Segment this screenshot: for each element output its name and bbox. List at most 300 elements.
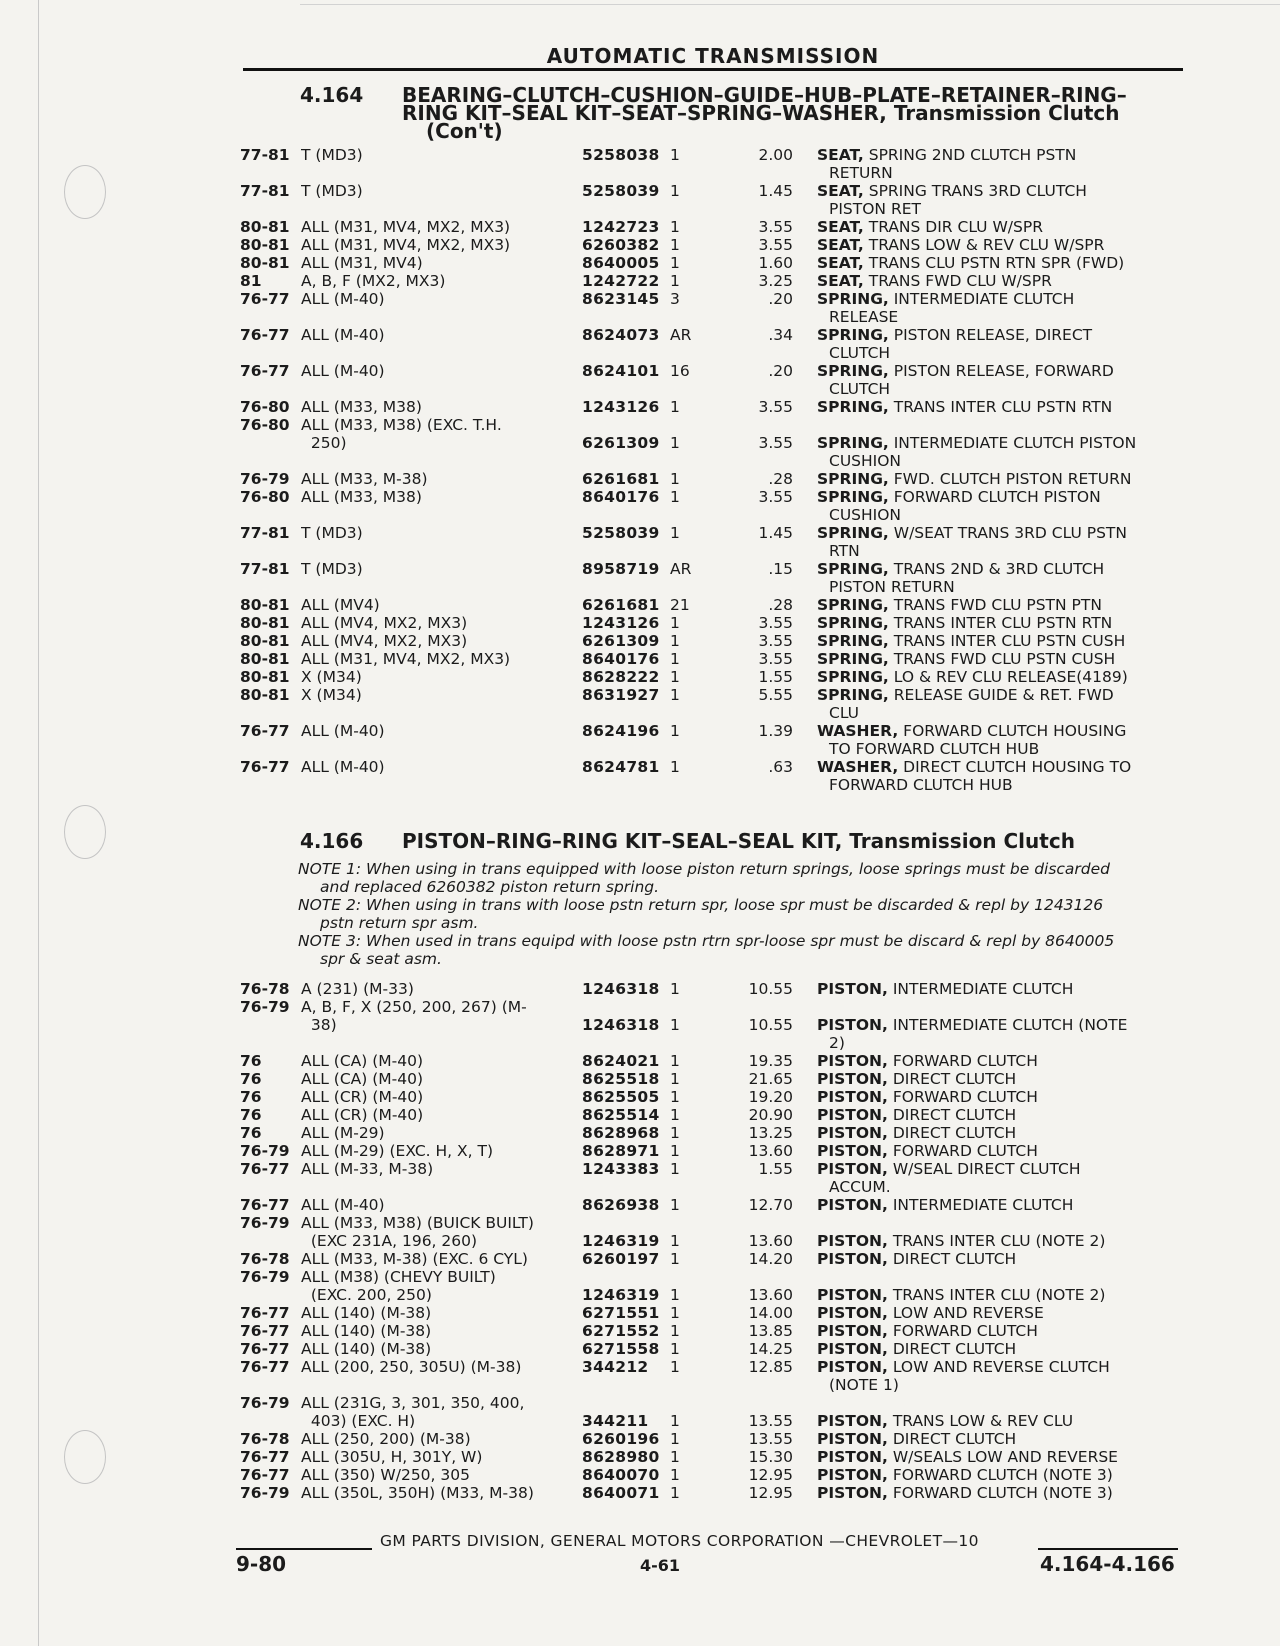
- description-text: TRANS 2ND & 3RD CLUTCH: [888, 560, 1105, 578]
- description: [817, 1430, 1187, 1448]
- description-continued: RELEASE: [829, 308, 899, 326]
- part-number: 8624101: [582, 362, 660, 380]
- part-name: SPRING,: [817, 686, 889, 704]
- part-number: 8628222: [582, 668, 660, 686]
- year-range: 76-80: [240, 488, 290, 506]
- part-number: 1243383: [582, 1160, 660, 1178]
- quantity: 1: [670, 614, 680, 632]
- description-text: TRANS FWD CLU W/SPR: [863, 272, 1052, 290]
- price: 3.55: [758, 398, 793, 416]
- application: T (MD3): [301, 524, 363, 542]
- year-range: 80-81: [240, 632, 290, 650]
- description: [817, 1070, 1187, 1088]
- footer-page-number: 4-61: [640, 1556, 681, 1575]
- application: ALL (M-40): [301, 290, 385, 308]
- description: [817, 1232, 1187, 1250]
- description-continued: TO FORWARD CLUTCH HUB: [829, 740, 1040, 758]
- application: ALL (M-40): [301, 1196, 385, 1214]
- price: 1.55: [758, 668, 793, 686]
- description-text: FORWARD CLUTCH: [887, 1322, 1038, 1340]
- price: 10.55: [748, 980, 793, 998]
- application: ALL (M33, M-38): [301, 470, 428, 488]
- part-number: 1246318: [582, 1016, 660, 1034]
- quantity: 1: [670, 1250, 680, 1268]
- description-text: TRANS CLU PSTN RTN SPR (FWD): [863, 254, 1125, 272]
- description-continued: ACCUM.: [829, 1178, 891, 1196]
- description-text: INTERMEDIATE CLUTCH: [887, 980, 1074, 998]
- application: ALL (M33, M38): [301, 398, 422, 416]
- description-text: DIRECT CLUTCH: [887, 1430, 1017, 1448]
- price: 14.25: [748, 1340, 793, 1358]
- part-number: 6261309: [582, 632, 660, 650]
- price: 1.55: [758, 1160, 793, 1178]
- price: 1.45: [758, 524, 793, 542]
- quantity: 1: [670, 1430, 680, 1448]
- application: X (M34): [301, 686, 362, 704]
- application: ALL (CA) (M-40): [301, 1070, 424, 1088]
- price: 1.60: [758, 254, 793, 272]
- description: [817, 1142, 1187, 1160]
- year-range: 76: [240, 1052, 262, 1070]
- part-number: 6261309: [582, 434, 660, 452]
- year-range: 76-79: [240, 1214, 290, 1232]
- part-name: PISTON,: [817, 1304, 888, 1322]
- price: .20: [768, 290, 793, 308]
- description-text: TRANS INTER CLU PSTN CUSH: [888, 632, 1126, 650]
- part-number: 8623145: [582, 290, 660, 308]
- quantity: 1: [670, 236, 680, 254]
- price: .28: [768, 470, 793, 488]
- price: 3.55: [758, 236, 793, 254]
- application: ALL (350) W/250, 305: [301, 1466, 470, 1484]
- description: [817, 1286, 1187, 1304]
- year-range: 76-77: [240, 1466, 290, 1484]
- application: X (M34): [301, 668, 362, 686]
- part-number: 344212: [582, 1358, 649, 1376]
- quantity: 1: [670, 1286, 680, 1304]
- part-name: SEAT,: [817, 218, 864, 236]
- application: ALL (M-29): [301, 1124, 385, 1142]
- description-text: INTERMEDIATE CLUTCH: [888, 290, 1075, 308]
- year-range: 76-79: [240, 1268, 290, 1286]
- description-text: PISTON RELEASE, DIRECT: [888, 326, 1093, 344]
- year-range: 76: [240, 1106, 262, 1124]
- description-text: TRANS FWD CLU PSTN PTN: [888, 596, 1102, 614]
- description: [817, 1484, 1187, 1502]
- running-head: AUTOMATIC TRANSMISSION: [546, 44, 880, 68]
- quantity: 1: [670, 668, 680, 686]
- year-range: 77-81: [240, 524, 290, 542]
- quantity: 1: [670, 488, 680, 506]
- price: 3.25: [758, 272, 793, 290]
- quantity: 1: [670, 1142, 680, 1160]
- description-continued: RETURN: [829, 164, 893, 182]
- part-name: PISTON,: [817, 1466, 888, 1484]
- part-name: SPRING,: [817, 290, 889, 308]
- part-name: SEAT,: [817, 146, 864, 164]
- description-text: TRANS INTER CLU PSTN RTN: [888, 398, 1113, 416]
- year-range: 80-81: [240, 668, 290, 686]
- part-number: 8628971: [582, 1142, 660, 1160]
- quantity: 1: [670, 254, 680, 272]
- description-text: SPRING 2ND CLUTCH PSTN: [863, 146, 1077, 164]
- description-text: FORWARD CLUTCH (NOTE 3): [887, 1466, 1113, 1484]
- part-number: 8640071: [582, 1484, 660, 1502]
- part-number: 8640070: [582, 1466, 660, 1484]
- application: ALL (MV4, MX2, MX3): [301, 614, 468, 632]
- price: .34: [768, 326, 793, 344]
- year-range: 76-78: [240, 980, 290, 998]
- price: 13.60: [748, 1286, 793, 1304]
- part-name: PISTON,: [817, 1088, 888, 1106]
- note-line: NOTE 1: When using in trans equipped with loose piston return springs, loose springs must be discarded: [298, 860, 1111, 878]
- year-range: 76-77: [240, 290, 290, 308]
- description-text: SPRING TRANS 3RD CLUTCH: [863, 182, 1087, 200]
- description-continued: CLUTCH: [829, 380, 891, 398]
- description: [817, 1466, 1187, 1484]
- quantity: 1: [670, 1088, 680, 1106]
- price: 21.65: [748, 1070, 793, 1088]
- description-text: W/SEALS LOW AND REVERSE: [887, 1448, 1118, 1466]
- description: [817, 1322, 1187, 1340]
- part-number: 6271552: [582, 1322, 660, 1340]
- quantity: 1: [670, 1412, 680, 1430]
- description-text: FORWARD CLUTCH: [887, 1142, 1038, 1160]
- application: ALL (140) (M-38): [301, 1304, 432, 1322]
- description: [817, 1448, 1187, 1466]
- part-name: PISTON,: [817, 1286, 888, 1304]
- description-text: FORWARD CLUTCH PISTON: [888, 488, 1101, 506]
- description-continued: PISTON RETURN: [829, 578, 955, 596]
- price: 14.00: [748, 1304, 793, 1322]
- part-number: 8625505: [582, 1088, 660, 1106]
- year-range: 77-81: [240, 560, 290, 578]
- part-number: 5258039: [582, 182, 660, 200]
- part-name: PISTON,: [817, 1322, 888, 1340]
- description-text: LO & REV CLU RELEASE(4189): [888, 668, 1128, 686]
- description-text: FORWARD CLUTCH (NOTE 3): [887, 1484, 1113, 1502]
- part-name: SEAT,: [817, 254, 864, 272]
- application: ALL (M33, M38) (EXC. T.H.: [301, 416, 502, 434]
- description: [817, 1052, 1187, 1070]
- section-title-line: PISTON–RING–RING KIT–SEAL–SEAL KIT, Transmission Clutch: [402, 829, 1075, 853]
- application: ALL (M33, M38): [301, 488, 422, 506]
- description-text: LOW AND REVERSE CLUTCH: [887, 1358, 1110, 1376]
- application: ALL (M31, MV4, MX2, MX3): [301, 650, 511, 668]
- part-name: SPRING,: [817, 596, 889, 614]
- part-name: PISTON,: [817, 1052, 888, 1070]
- year-range: 76-79: [240, 470, 290, 488]
- application: ALL (M33, M-38) (EXC. 6 CYL): [301, 1250, 528, 1268]
- application: A (231) (M-33): [301, 980, 414, 998]
- year-range: 76-79: [240, 1484, 290, 1502]
- part-number: 8640176: [582, 650, 660, 668]
- price: 14.20: [748, 1250, 793, 1268]
- description-text: TRANS FWD CLU PSTN CUSH: [888, 650, 1116, 668]
- quantity: 1: [670, 1124, 680, 1142]
- description: [817, 1088, 1187, 1106]
- year-range: 80-81: [240, 650, 290, 668]
- application: ALL (M31, MV4, MX2, MX3): [301, 218, 511, 236]
- part-name: SPRING,: [817, 488, 889, 506]
- application: ALL (M-40): [301, 326, 385, 344]
- quantity: 1: [670, 1196, 680, 1214]
- part-name: SPRING,: [817, 632, 889, 650]
- part-number: 8625518: [582, 1070, 660, 1088]
- description-text: TRANS INTER CLU (NOTE 2): [887, 1286, 1106, 1304]
- part-name: PISTON,: [817, 1412, 888, 1430]
- quantity: 1: [670, 686, 680, 704]
- quantity: 1: [670, 1358, 680, 1376]
- price: .28: [768, 596, 793, 614]
- part-name: PISTON,: [817, 1070, 888, 1088]
- footer-rule: [236, 1548, 372, 1550]
- price: 3.55: [758, 650, 793, 668]
- description: [817, 1340, 1187, 1358]
- section-title-line: BEARING–CLUTCH–CUSHION–GUIDE–HUB–PLATE–RETAINER–RING–: [402, 83, 1127, 107]
- price: 13.55: [748, 1430, 793, 1448]
- part-name: SPRING,: [817, 560, 889, 578]
- price: 12.95: [748, 1466, 793, 1484]
- application: ALL (140) (M-38): [301, 1322, 432, 1340]
- description-text: DIRECT CLUTCH: [887, 1070, 1017, 1088]
- description-continued: PISTON RET: [829, 200, 921, 218]
- description-text: FORWARD CLUTCH: [887, 1052, 1038, 1070]
- description-text: DIRECT CLUTCH: [887, 1340, 1017, 1358]
- application: ALL (MV4, MX2, MX3): [301, 632, 468, 650]
- year-range: 76-77: [240, 1304, 290, 1322]
- part-name: PISTON,: [817, 1358, 888, 1376]
- part-number: 8625514: [582, 1106, 660, 1124]
- year-range: 76-78: [240, 1430, 290, 1448]
- quantity: 1: [670, 1466, 680, 1484]
- price: .15: [768, 560, 793, 578]
- part-number: 8626938: [582, 1196, 660, 1214]
- part-number: 8624021: [582, 1052, 660, 1070]
- quantity: 1: [670, 470, 680, 488]
- footer-rule: [1038, 1548, 1178, 1550]
- application: 250): [301, 434, 347, 452]
- footer-date: 9-80: [236, 1552, 287, 1576]
- year-range: 76-77: [240, 1340, 290, 1358]
- part-number: 5258039: [582, 524, 660, 542]
- quantity: 1: [670, 1232, 680, 1250]
- description-text: W/SEAL DIRECT CLUTCH: [887, 1160, 1081, 1178]
- description-text: DIRECT CLUTCH: [887, 1106, 1017, 1124]
- part-name: WASHER,: [817, 758, 899, 776]
- price: 3.55: [758, 488, 793, 506]
- year-range: 76-77: [240, 722, 290, 740]
- application: ALL (CR) (M-40): [301, 1106, 424, 1124]
- price: 19.20: [748, 1088, 793, 1106]
- description: [817, 1160, 1187, 1196]
- year-range: 76: [240, 1088, 262, 1106]
- price: 12.85: [748, 1358, 793, 1376]
- price: 5.55: [758, 686, 793, 704]
- quantity: AR: [670, 326, 692, 344]
- part-name: SEAT,: [817, 236, 864, 254]
- section-number: 4.166: [300, 829, 364, 853]
- quantity: 1: [670, 632, 680, 650]
- year-range: 77-81: [240, 182, 290, 200]
- note-line: pstn return spr asm.: [320, 914, 479, 932]
- application: ALL (M-40): [301, 758, 385, 776]
- part-number: 8958719: [582, 560, 660, 578]
- year-range: 80-81: [240, 596, 290, 614]
- quantity: 1: [670, 980, 680, 998]
- quantity: 1: [670, 434, 680, 452]
- price: 13.55: [748, 1412, 793, 1430]
- description-text: INTERMEDIATE CLUTCH (NOTE: [887, 1016, 1128, 1034]
- quantity: 1: [670, 1160, 680, 1178]
- quantity: 1: [670, 1070, 680, 1088]
- price: 3.55: [758, 614, 793, 632]
- part-number: 1243126: [582, 614, 660, 632]
- price: 3.55: [758, 434, 793, 452]
- part-name: SPRING,: [817, 398, 889, 416]
- quantity: 1: [670, 1322, 680, 1340]
- part-name: SPRING,: [817, 434, 889, 452]
- quantity: 1: [670, 1340, 680, 1358]
- part-name: PISTON,: [817, 1016, 888, 1034]
- quantity: 1: [670, 1448, 680, 1466]
- quantity: 1: [670, 650, 680, 668]
- application: ALL (M-33, M-38): [301, 1160, 434, 1178]
- footer-section-range: 4.164-4.166: [1040, 1552, 1175, 1576]
- year-range: 76: [240, 1124, 262, 1142]
- application: ALL (M33, M38) (BUICK BUILT): [301, 1214, 534, 1232]
- year-range: 80-81: [240, 614, 290, 632]
- description-text: TRANS LOW & REV CLU: [887, 1412, 1074, 1430]
- quantity: 1: [670, 1484, 680, 1502]
- year-range: 80-81: [240, 254, 290, 272]
- description-text: PISTON RELEASE, FORWARD: [888, 362, 1114, 380]
- note-line: spr & seat asm.: [320, 950, 442, 968]
- part-number: 1246318: [582, 980, 660, 998]
- description-continued: FORWARD CLUTCH HUB: [829, 776, 1013, 794]
- price: .20: [768, 362, 793, 380]
- part-number: 6260382: [582, 236, 660, 254]
- description-text: TRANS DIR CLU W/SPR: [863, 218, 1043, 236]
- description-text: DIRECT CLUTCH: [887, 1124, 1017, 1142]
- part-number: 6261681: [582, 470, 660, 488]
- part-number: 1243126: [582, 398, 660, 416]
- application: ALL (200, 250, 305U) (M-38): [301, 1358, 522, 1376]
- application: ALL (M31, MV4): [301, 254, 423, 272]
- year-range: 76-77: [240, 362, 290, 380]
- year-range: 76-77: [240, 326, 290, 344]
- part-name: SPRING,: [817, 614, 889, 632]
- application: ALL (M31, MV4, MX2, MX3): [301, 236, 511, 254]
- year-range: 76-79: [240, 1394, 290, 1412]
- price: 10.55: [748, 1016, 793, 1034]
- part-number: 6261681: [582, 596, 660, 614]
- part-name: SPRING,: [817, 470, 889, 488]
- description-text: LOW AND REVERSE: [887, 1304, 1044, 1322]
- part-name: PISTON,: [817, 1232, 888, 1250]
- description: [817, 1106, 1187, 1124]
- description-continued: (NOTE 1): [829, 1376, 899, 1394]
- section-title-line: RING KIT–SEAL KIT–SEAT–SPRING–WASHER, Transmission Clutch: [402, 101, 1120, 125]
- quantity: 3: [670, 290, 680, 308]
- year-range: 76-80: [240, 416, 290, 434]
- description-continued: CLUTCH: [829, 344, 891, 362]
- quantity: 1: [670, 1052, 680, 1070]
- application: ALL (231G, 3, 301, 350, 400,: [301, 1394, 525, 1412]
- description-text: W/SEAT TRANS 3RD CLU PSTN: [888, 524, 1127, 542]
- application: ALL (350L, 350H) (M33, M-38): [301, 1484, 534, 1502]
- application: T (MD3): [301, 182, 363, 200]
- year-range: 76-79: [240, 998, 290, 1016]
- part-name: SPRING,: [817, 524, 889, 542]
- part-number: 6271551: [582, 1304, 660, 1322]
- part-number: 1242722: [582, 272, 660, 290]
- quantity: 1: [670, 272, 680, 290]
- description: [817, 980, 1187, 998]
- description: [817, 1016, 1187, 1052]
- description-continued: CUSHION: [829, 506, 902, 524]
- price: .63: [768, 758, 793, 776]
- part-number: 8628980: [582, 1448, 660, 1466]
- section-title-line: (Con't): [426, 119, 503, 143]
- year-range: 76: [240, 1070, 262, 1088]
- price: 15.30: [748, 1448, 793, 1466]
- part-name: WASHER,: [817, 722, 899, 740]
- description-continued: RTN: [829, 542, 860, 560]
- description: [817, 1358, 1187, 1394]
- part-number: 8624196: [582, 722, 660, 740]
- application: ALL (305U, H, 301Y, W): [301, 1448, 483, 1466]
- year-range: 81: [240, 272, 262, 290]
- year-range: 76-77: [240, 758, 290, 776]
- part-number: 8624073: [582, 326, 660, 344]
- year-range: 80-81: [240, 236, 290, 254]
- part-name: SPRING,: [817, 668, 889, 686]
- application: 38): [301, 1016, 337, 1034]
- application: (EXC. 200, 250): [301, 1286, 432, 1304]
- quantity: 1: [670, 1106, 680, 1124]
- description-text: FWD. CLUTCH PISTON RETURN: [888, 470, 1132, 488]
- application: ALL (M-40): [301, 362, 385, 380]
- price: 1.45: [758, 182, 793, 200]
- part-number: 344211: [582, 1412, 649, 1430]
- application: ALL (M-29) (EXC. H, X, T): [301, 1142, 494, 1160]
- part-number: 8631927: [582, 686, 660, 704]
- quantity: 1: [670, 398, 680, 416]
- price: 13.25: [748, 1124, 793, 1142]
- part-name: PISTON,: [817, 1142, 888, 1160]
- part-name: SPRING,: [817, 650, 889, 668]
- price: 20.90: [748, 1106, 793, 1124]
- note-line: and replaced 6260382 piston return spring.: [320, 878, 660, 896]
- description: [817, 1412, 1187, 1430]
- application: A, B, F, X (250, 200, 267) (M-: [301, 998, 527, 1016]
- application: ALL (M-40): [301, 722, 385, 740]
- year-range: 80-81: [240, 218, 290, 236]
- quantity: 16: [670, 362, 690, 380]
- application: ALL (M38) (CHEVY BUILT): [301, 1268, 496, 1286]
- part-name: PISTON,: [817, 1430, 888, 1448]
- quantity: 1: [670, 218, 680, 236]
- description: [817, 1196, 1187, 1214]
- year-range: 77-81: [240, 146, 290, 164]
- application: ALL (140) (M-38): [301, 1340, 432, 1358]
- part-name: PISTON,: [817, 1250, 888, 1268]
- part-name: PISTON,: [817, 1196, 888, 1214]
- part-name: SPRING,: [817, 362, 889, 380]
- year-range: 76-77: [240, 1358, 290, 1376]
- description-text: TRANS LOW & REV CLU W/SPR: [863, 236, 1105, 254]
